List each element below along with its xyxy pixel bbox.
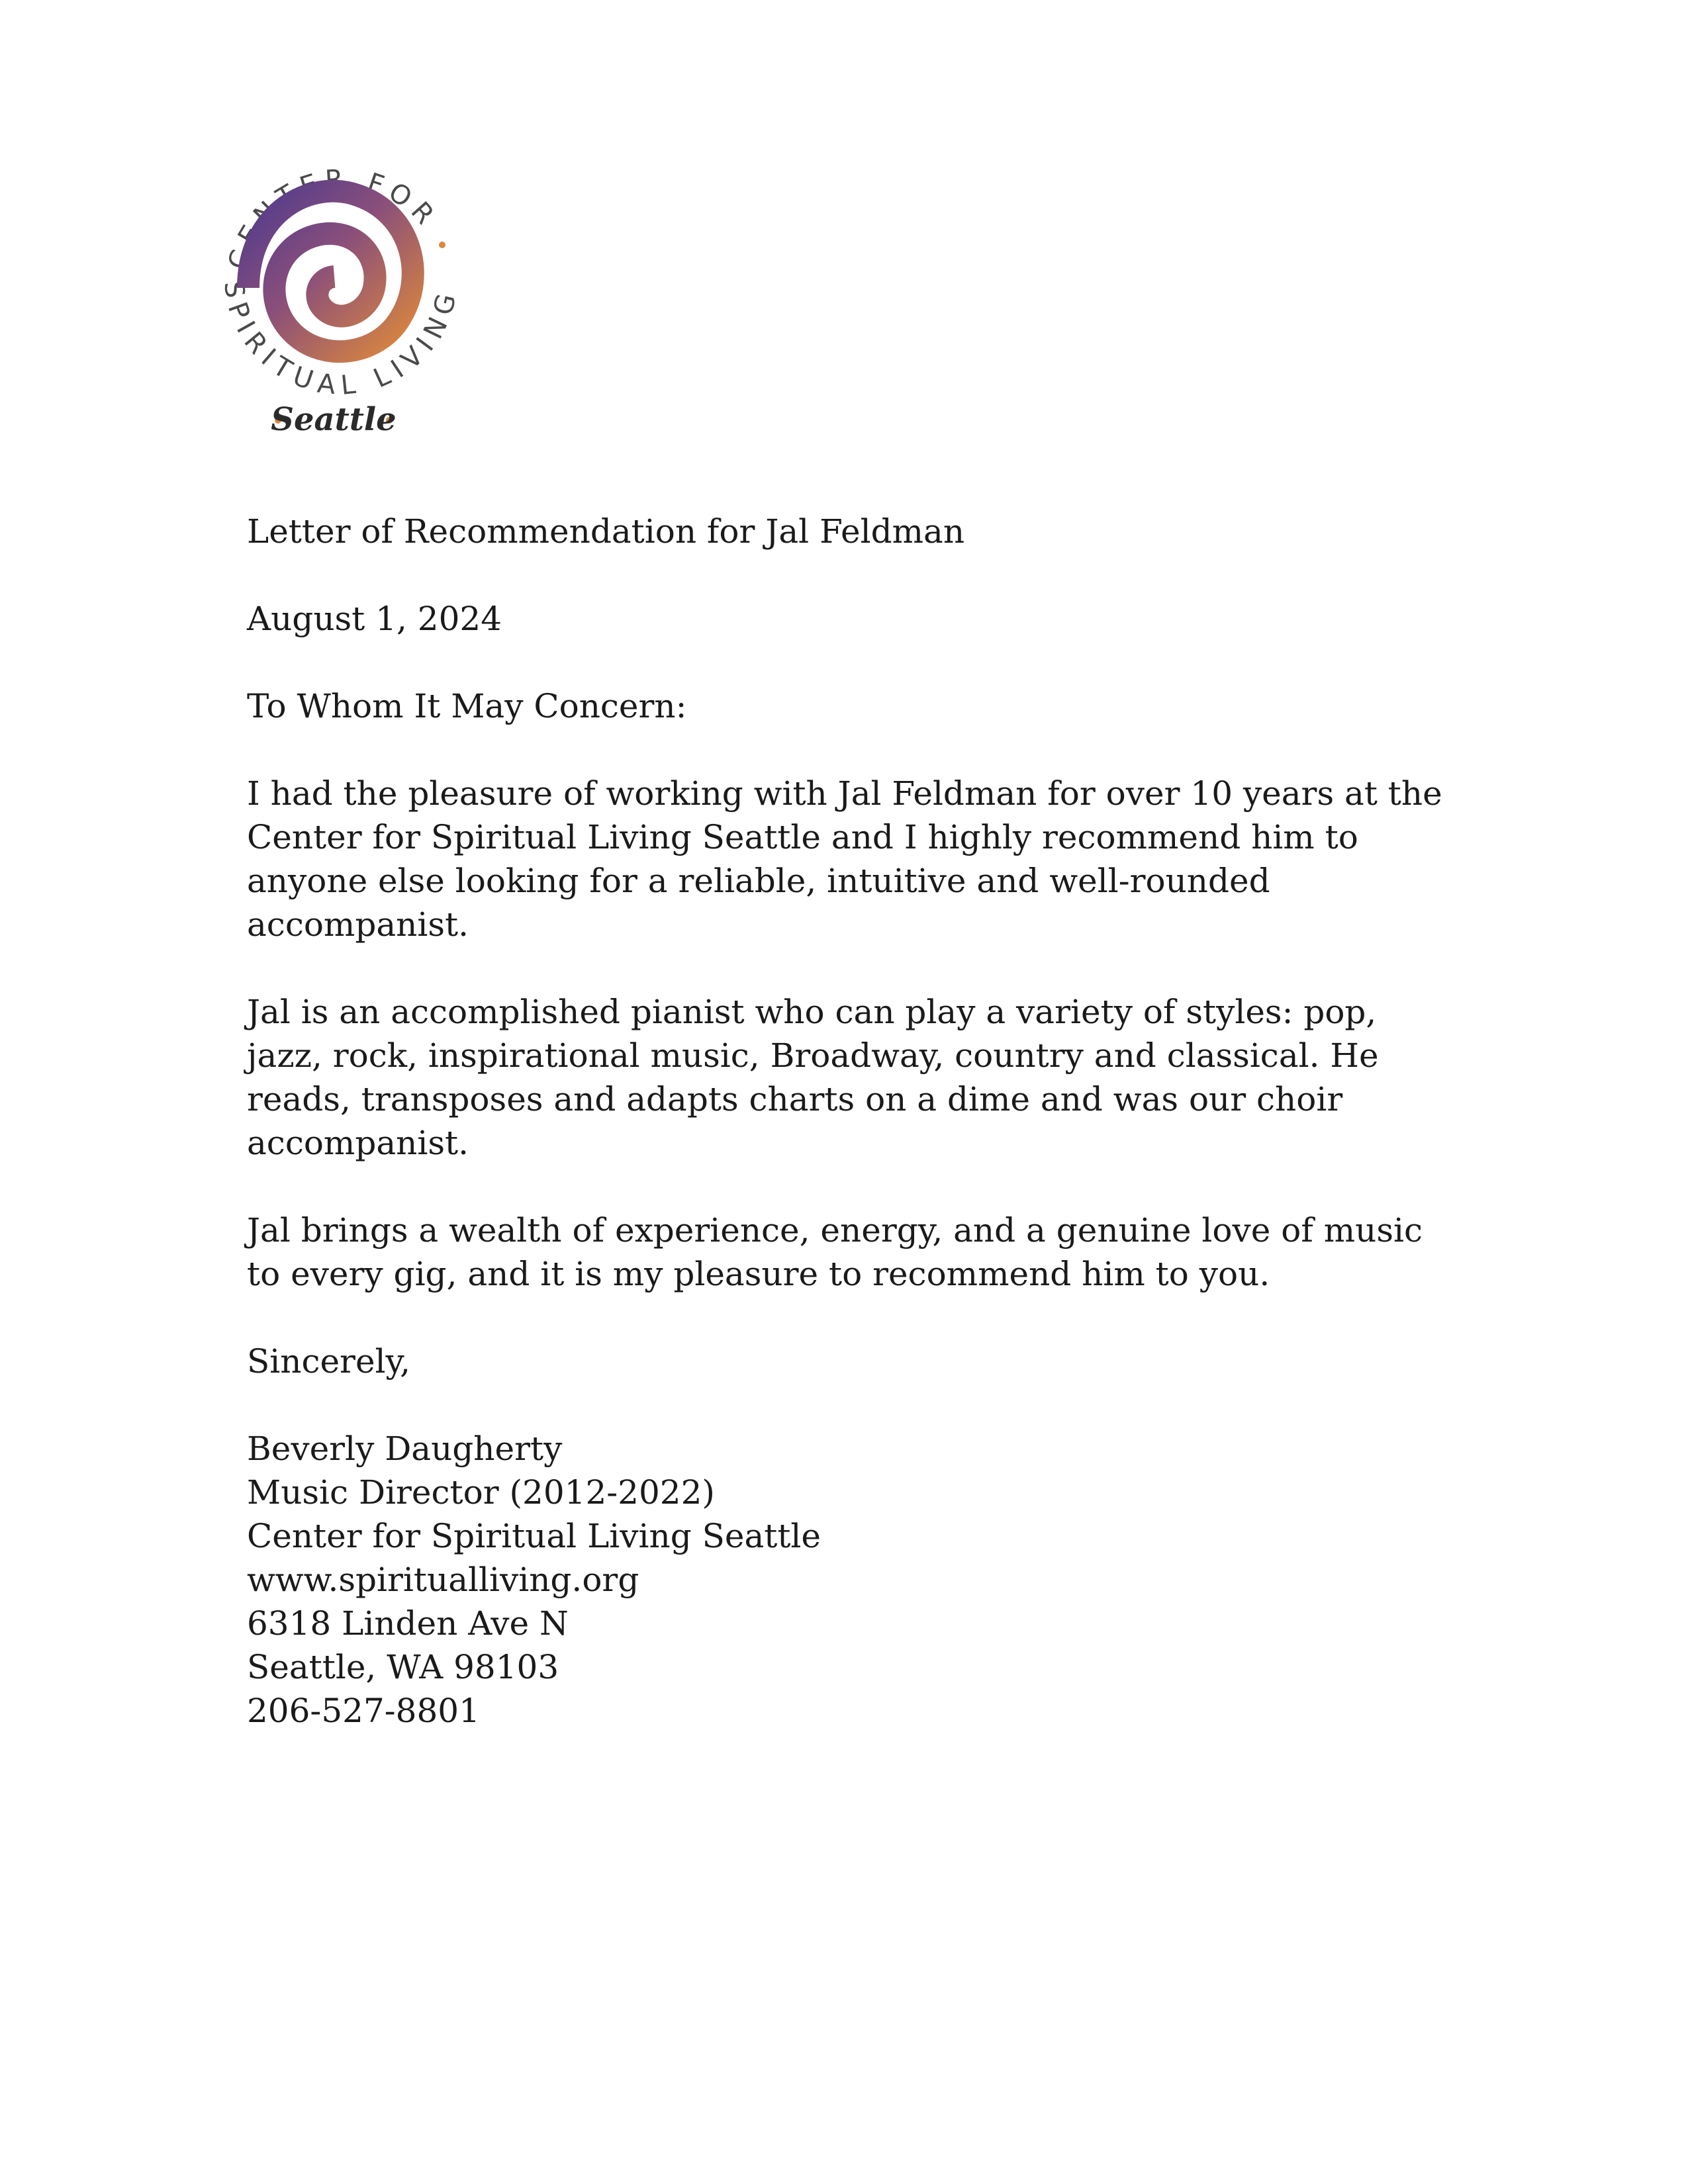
signer-street: 6318 Linden Ave N <box>247 1604 569 1643</box>
signer-name: Beverly Daugherty <box>247 1430 563 1468</box>
signer-role: Music Director (2012-2022) <box>247 1473 715 1512</box>
logo-top-text: CENTER FOR <box>222 163 445 273</box>
logo-city-text: Seattle <box>271 401 397 438</box>
spiral-icon <box>248 191 413 351</box>
signature-block <box>247 1427 1452 1733</box>
signer-city-state-zip: Seattle, WA 98103 <box>247 1648 559 1686</box>
signer-website: www.spiritualliving.org <box>247 1561 639 1599</box>
letter-title: Letter of Recommendation for Jal Feldman <box>247 512 965 551</box>
logo-dot-right <box>439 242 445 248</box>
letter-paragraph-2: Jal is an accomplished pianist who can play a variety of styles: pop, jazz, rock, inspirational music, Broadway, country and classical. He reads, transposes and adapts charts on a dime and was our choir accompanist. <box>247 993 1379 1162</box>
logo-bottom-text: SPIRITUAL LIVING <box>217 279 464 402</box>
letter-paragraph-1: I had the pleasure of working with Jal Feldman for over 10 years at the Center for Spiritual Living Seattle and I highly recommend him to anyone else looking for a reliable, intuitive and well-rounded accompanist. <box>247 774 1442 944</box>
letter-salutation: To Whom It May Concern: <box>247 687 687 725</box>
letter-closing: Sincerely, <box>247 1342 411 1381</box>
letter-date: August 1, 2024 <box>247 600 502 638</box>
signer-phone: 206-527-8801 <box>247 1692 480 1730</box>
letter-paragraph-3: Jal brings a wealth of experience, energy, and a genuine love of music to every gig, and it is my pleasure to recommend him to you. <box>247 1211 1423 1293</box>
letter-body <box>247 510 1452 1733</box>
center-for-spiritual-living-logo <box>212 139 477 450</box>
signer-organization: Center for Spiritual Living Seattle <box>247 1517 821 1555</box>
